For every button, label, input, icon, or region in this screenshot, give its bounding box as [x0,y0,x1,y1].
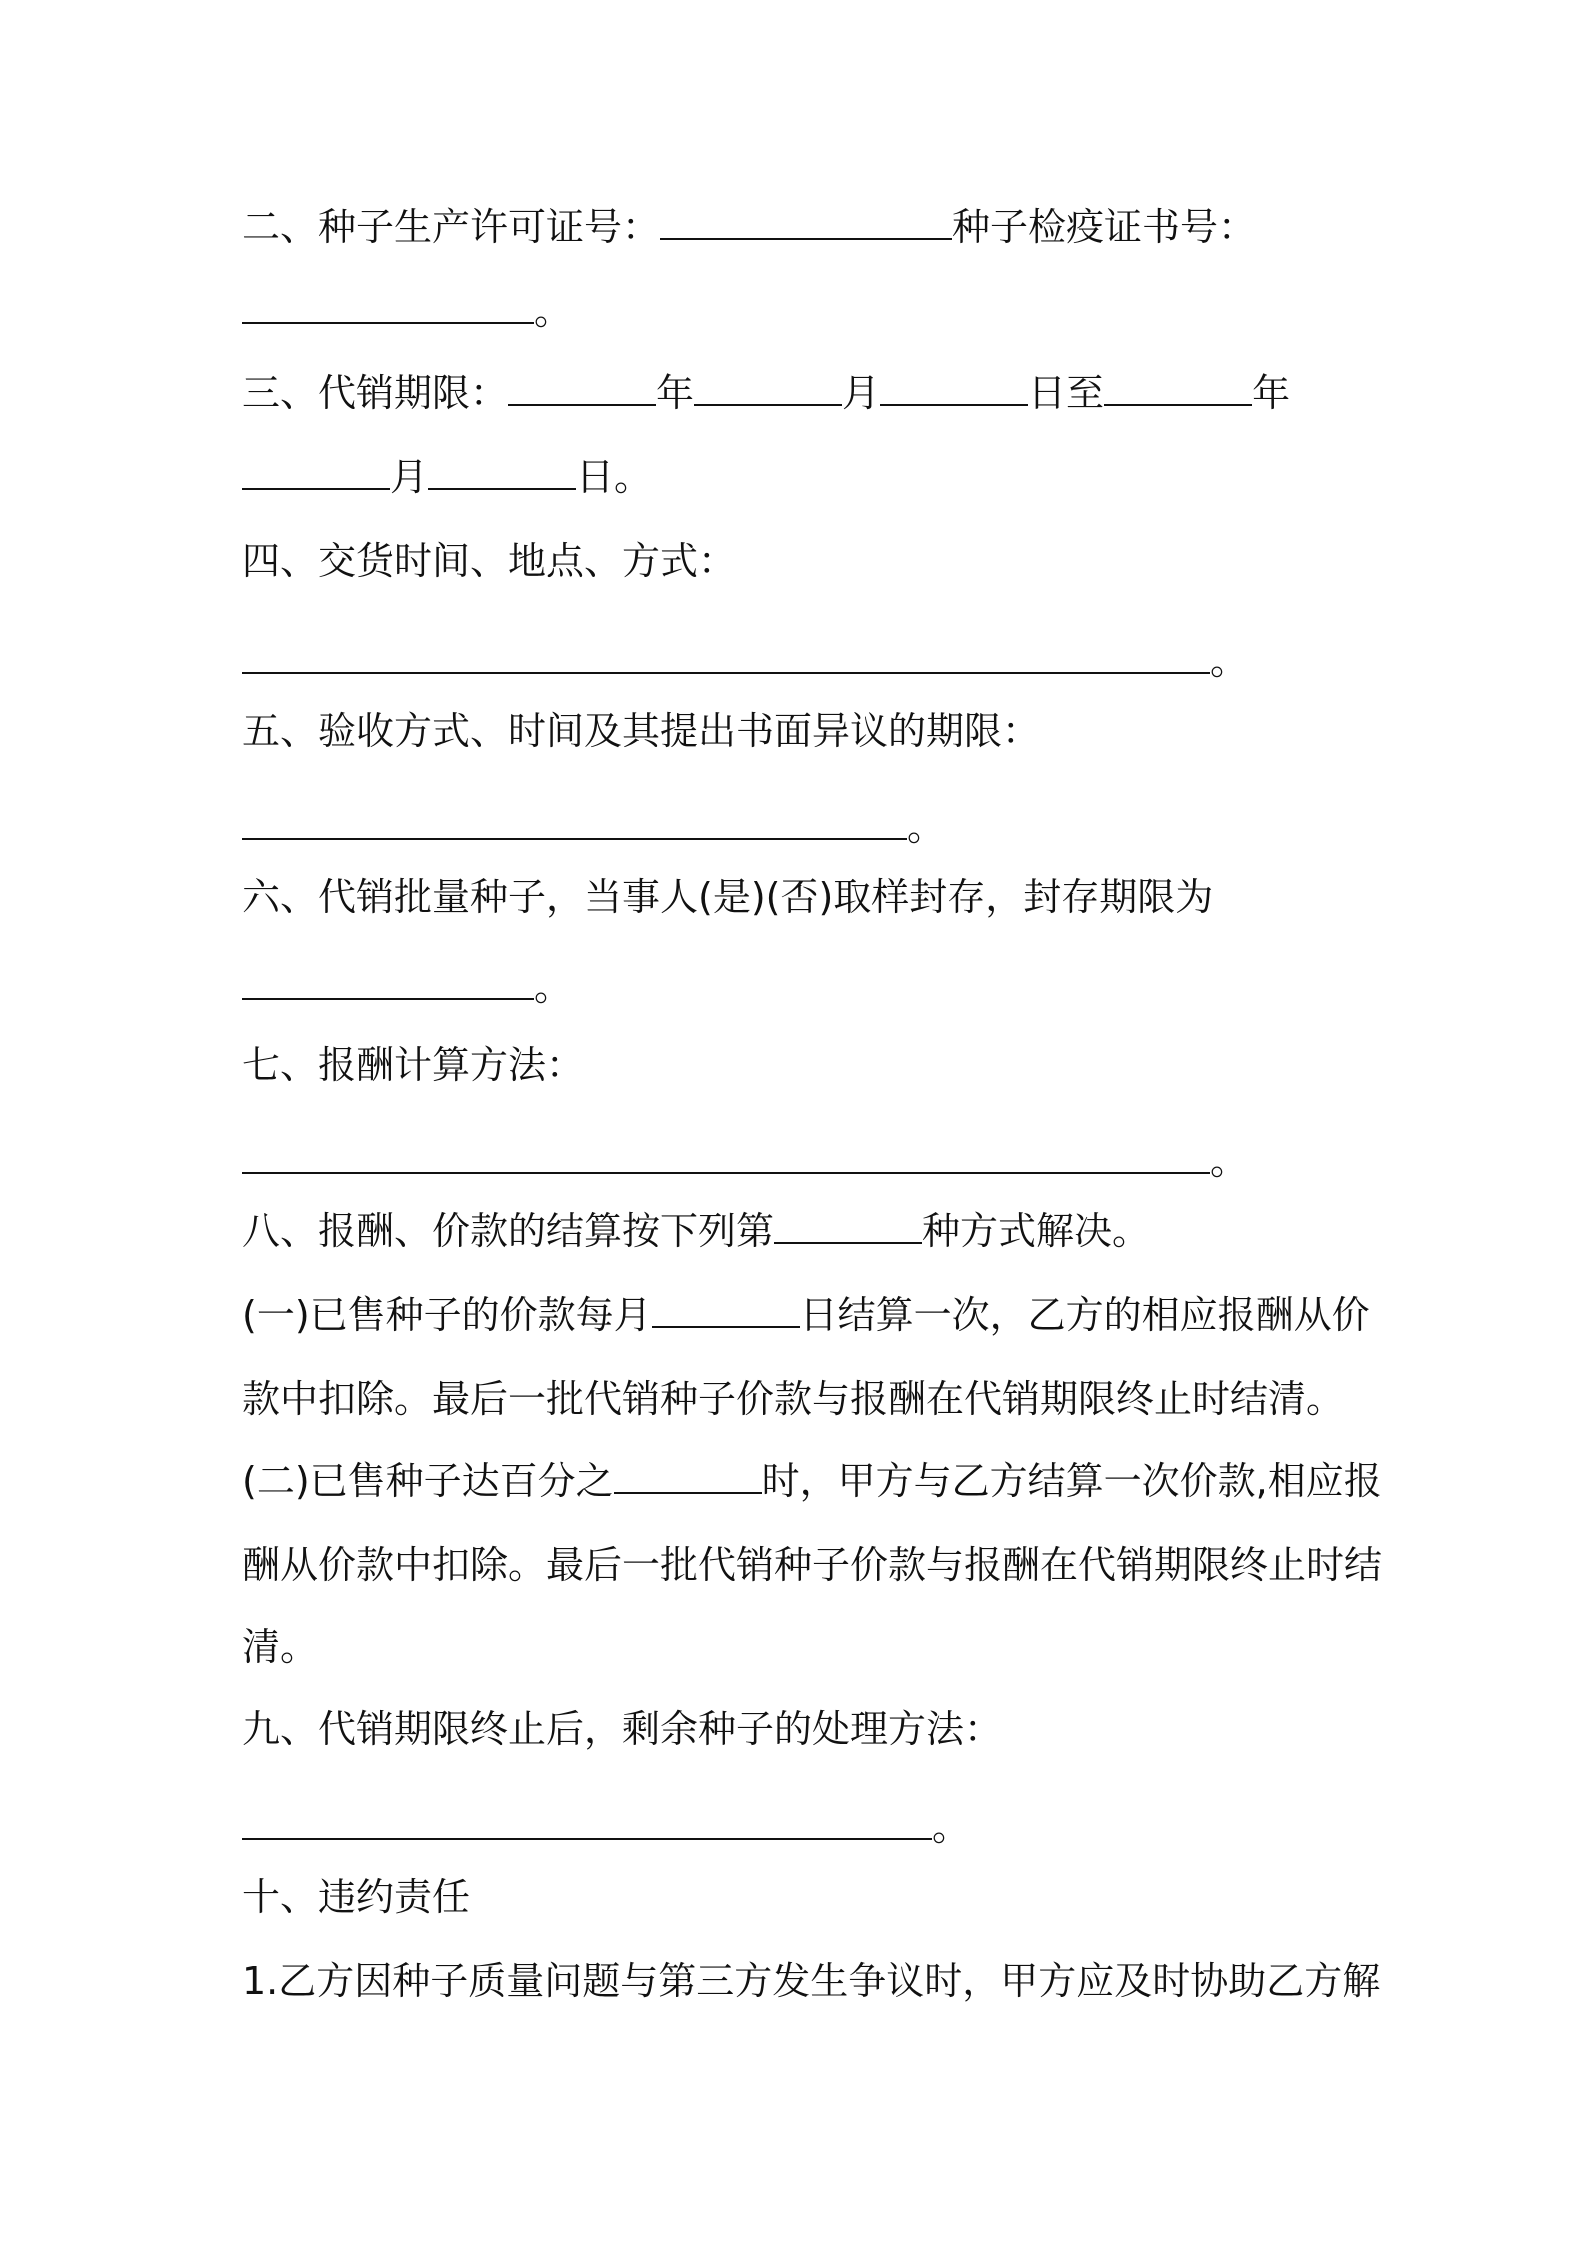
clause-8-text: 八、报酬、价款的结算按下列第 [242,1209,775,1253]
period-mark: 。 [1210,639,1249,683]
option-2-line [242,1459,1382,1503]
clause-3-label: 三、代销期限： [242,371,509,415]
day-label: 日。 [576,455,653,499]
option-1-text: (一)已售种子的价款每月 [242,1293,652,1337]
percentage-blank [614,1462,762,1494]
month-label: 月 [842,371,881,415]
end-month-blank [242,458,390,490]
delivery-blank [242,642,1210,674]
year-label: 年 [1252,371,1291,415]
day-to-label: 日至 [1028,371,1105,415]
option-1-text-end: 日结算一次，乙方的相应报酬从价 [799,1293,1370,1337]
clause-6-heading: 六、代销批量种子，当事人(是)(否)取样封存，封存期限为 [242,875,1214,919]
option-1-continuation: 款中扣除。最后一批代销种子价款与报酬在代销期限终止时结清。 [242,1377,1345,1421]
clause-3-continuation [242,455,653,499]
remaining-seeds-blank [242,1808,932,1840]
clause-3-line [242,371,1291,415]
period-mark: 。 [932,1805,971,1849]
period-mark: 。 [1210,1139,1249,1183]
clause-6-blank-line [242,965,573,1009]
year-label: 年 [656,371,695,415]
option-1-line [242,1293,1370,1337]
option-2-text-end: 时，甲方与乙方结算一次价款,相应报 [761,1459,1382,1503]
remuneration-blank [242,1142,1210,1174]
clause-4-heading: 四、交货时间、地点、方式： [242,539,737,583]
clause-2-continuation [242,289,573,333]
settlement-option-blank [774,1212,922,1244]
clause-10-item-1: 1.乙方因种子质量问题与第三方发生争议时，甲方应及时协助乙方解 [242,1959,1381,2003]
period-mark: 。 [907,805,946,849]
clause-4-blank-line [242,639,1249,683]
clause-9-blank-line [242,1805,971,1849]
end-day-blank [428,458,576,490]
option-2-end: 清。 [242,1625,319,1669]
period-mark: 。 [534,289,573,333]
license-number-blank [660,208,952,240]
option-2-continuation: 酬从价款中扣除。最后一批代销种子价款与报酬在代销期限终止时结 [242,1543,1383,1587]
sealing-period-blank [242,968,534,1000]
period-mark: 。 [534,965,573,1009]
clause-8-text-end: 种方式解决。 [922,1209,1151,1253]
quarantine-number-blank [242,292,534,324]
clause-7-heading: 七、报酬计算方法： [242,1043,585,1087]
clause-5-heading: 五、验收方式、时间及其提出书面异议的期限： [242,709,1041,753]
clause-8-line [242,1209,1151,1253]
start-day-blank [880,374,1028,406]
start-year-blank [508,374,656,406]
monthly-day-blank [652,1296,800,1328]
clause-2-license-label: 二、种子生产许可证号： [242,205,661,249]
end-year-blank [1104,374,1252,406]
clause-7-blank-line [242,1139,1249,1183]
option-2-text: (二)已售种子达百分之 [242,1459,614,1503]
start-month-blank [694,374,842,406]
clause-9-heading: 九、代销期限终止后，剩余种子的处理方法： [242,1707,1003,1751]
clause-5-blank-line [242,805,946,849]
clause-10-heading: 十、违约责任 [242,1875,471,1919]
clause-2-quarantine-label: 种子检疫证书号： [952,205,1257,249]
acceptance-blank [242,808,907,840]
clause-2-line [242,205,1257,249]
month-label: 月 [390,455,429,499]
